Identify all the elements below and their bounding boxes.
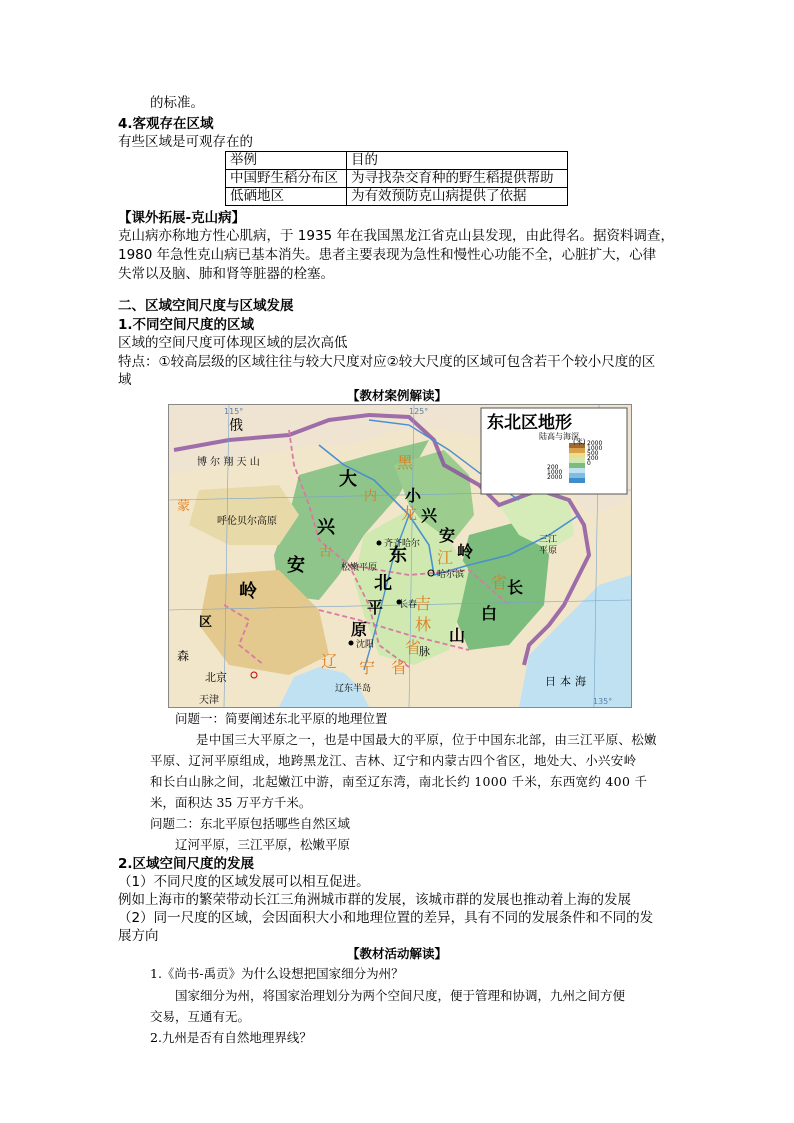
- text-line: 展方向: [118, 928, 159, 944]
- legend-depth-ticks: 200 1000 2000: [547, 464, 563, 481]
- map-label: 安: [439, 526, 456, 545]
- table-header-row: [226, 152, 568, 170]
- text-line: 的标准。: [150, 95, 204, 111]
- map-label: 东: [389, 545, 407, 566]
- section-heading: 2.区域空间尺度的发展: [118, 856, 255, 872]
- northeast-terrain-map: [168, 404, 632, 708]
- map-label: 岭: [457, 542, 474, 561]
- map-label-plateau: 呼伦贝尔高原: [217, 516, 277, 527]
- map-label: 吉: [415, 594, 432, 613]
- section-heading: 【课外拓展-克山病】: [118, 210, 246, 226]
- map-label: 林: [415, 615, 432, 634]
- map-label-sea: 日本海: [545, 675, 590, 688]
- case-answer: 辽河平原，三江平原，松嫩平原: [175, 837, 351, 852]
- table-cell: 为寻找杂交育种的野生稻提供帮助: [347, 170, 568, 188]
- text-line: （1）不同尺度的区域发展可以相互促进。: [118, 874, 370, 890]
- map-label: 黑: [397, 453, 414, 472]
- map-label-city: 北京: [205, 671, 227, 684]
- map-longitude: 135°: [593, 697, 613, 706]
- map-label: 长: [507, 578, 524, 597]
- map-label-peninsula: 辽东半岛: [335, 684, 372, 694]
- map-label: 兴: [421, 506, 438, 525]
- section-heading: 【教材案例解读】: [347, 388, 448, 403]
- map-label: 兴: [317, 517, 335, 538]
- case-answer: 平原、辽河平原组成，地跨黑龙江、吉林、辽宁和内蒙古四个省区，地处大、小兴安岭: [150, 753, 637, 768]
- map-label: 山: [449, 626, 466, 645]
- map-label: 古: [319, 545, 333, 560]
- case-answer: 和长白山脉之间，北起嫩江中游，南至辽东湾，南北长约 1000 千米，东西宽约 400 千: [150, 774, 648, 789]
- case-question: 问题一：简要阐述东北平原的地理位置: [175, 711, 388, 726]
- map-label: 小: [405, 486, 422, 505]
- map-label: 脉: [419, 645, 430, 658]
- text-line: 克山病亦称地方性心肌病，于 1935 年在我国黑龙江省克山县发现，由此得名。据资料调查，: [118, 228, 674, 244]
- activity-answer: 国家细分为州，将国家治理划分为两个空间尺度，便于管理和协调，九州之间方便: [175, 988, 626, 1003]
- map-label: 安: [287, 555, 305, 576]
- case-answer: 米，面积达 35 万平方千米。: [150, 795, 312, 810]
- map-label-plain: 三江平原: [539, 535, 558, 556]
- map-label: 宁: [359, 658, 376, 677]
- text-line: 例如上海市的繁荣带动长江三角洲城市群的发展，该城市群的发展也推动着上海的发展: [118, 892, 631, 908]
- activity-question: 2.九州是否有自然地理界线？: [150, 1030, 312, 1045]
- text-line: 有些区域是可观存在的: [118, 134, 253, 150]
- table-row: [226, 170, 568, 188]
- activity-question: 1.《尚书-禹贡》为什么设想把国家细分为州？: [150, 966, 404, 981]
- map-longitude: 115°: [224, 407, 244, 416]
- map-label: 蒙: [177, 499, 191, 514]
- map-label: 区: [199, 615, 213, 630]
- legend-ticks: 2000 1000 500 200 0: [587, 440, 603, 467]
- map-label: 森: [177, 649, 190, 663]
- map-longitude: 125°: [409, 407, 429, 416]
- map-label: 省: [391, 658, 408, 677]
- map-label: 北: [374, 573, 392, 594]
- section-heading: 4.客观存在区域: [118, 116, 214, 132]
- region-table: [225, 151, 568, 206]
- map-label: 原: [351, 620, 368, 639]
- map-label-plain: 松嫩平原: [341, 563, 378, 573]
- map-label: 省: [491, 573, 508, 592]
- table-row: [226, 188, 568, 206]
- map-label: 辽: [321, 652, 338, 671]
- legend-unit: (米): [573, 438, 586, 446]
- text-line: （2）同一尺度的区域，会因面积大小和地理位置的差异，具有不同的发展条件和不同的发: [118, 910, 654, 926]
- text-line: 域: [118, 372, 132, 388]
- map-label-city: 沈阳: [356, 640, 375, 650]
- activity-answer: 交易，互通有无。: [150, 1009, 251, 1024]
- map-label: 岭: [239, 581, 257, 602]
- map-label: 省: [405, 638, 422, 657]
- table-header-cell: 目的: [347, 152, 568, 170]
- map-label-city: 天津: [199, 695, 219, 706]
- section-heading: 二、区域空间尺度与区域发展: [118, 298, 294, 314]
- table-header-cell: 举例: [226, 152, 347, 170]
- map-label: 平: [367, 598, 384, 617]
- case-question: 问题二：东北平原包括哪些自然区域: [150, 816, 351, 831]
- case-answer: 是中国三大平原之一，也是中国最大的平原，位于中国东北部，由三江平原、松嫩: [196, 732, 657, 747]
- map-label: 大: [339, 469, 357, 490]
- text-line: 区域的空间尺度可体现区域的层次高低: [118, 335, 348, 351]
- table-cell: 为有效预防克山病提供了依据: [347, 188, 568, 206]
- text-line: 1980 年急性克山病已基本消失。患者主要表现为急性和慢性心功能不全，心脏扩大，心律: [118, 247, 657, 263]
- text-line: 特点：①较高层级的区域往往与较大尺度对应②较大尺度的区域可包含若干个较小尺度的区: [118, 354, 656, 370]
- map-label-russia: 俄: [229, 418, 243, 434]
- text-line: 失常以及脑、肺和肾等脏器的栓塞。: [118, 266, 334, 282]
- map-label-city: 长春: [399, 600, 418, 610]
- section-heading: 1.不同空间尺度的区域: [118, 317, 255, 333]
- map-label: 内: [364, 489, 378, 504]
- table-cell: 中国野生稻分布区: [226, 170, 347, 188]
- map-label: 江: [437, 548, 454, 567]
- map-label-city: 齐齐哈尔: [384, 539, 421, 549]
- map-label-mountain: 博 尔 翔 天 山: [197, 457, 260, 468]
- section-heading: 【教材活动解读】: [347, 946, 448, 961]
- map-title: 东北区地形: [487, 413, 572, 433]
- table-cell: 低硒地区: [226, 188, 347, 206]
- map-label-city: 哈尔滨: [437, 570, 465, 580]
- legend-title: 陆高与海深: [539, 432, 579, 441]
- map-label: 白: [481, 604, 498, 623]
- map-label: 龙: [401, 504, 418, 523]
